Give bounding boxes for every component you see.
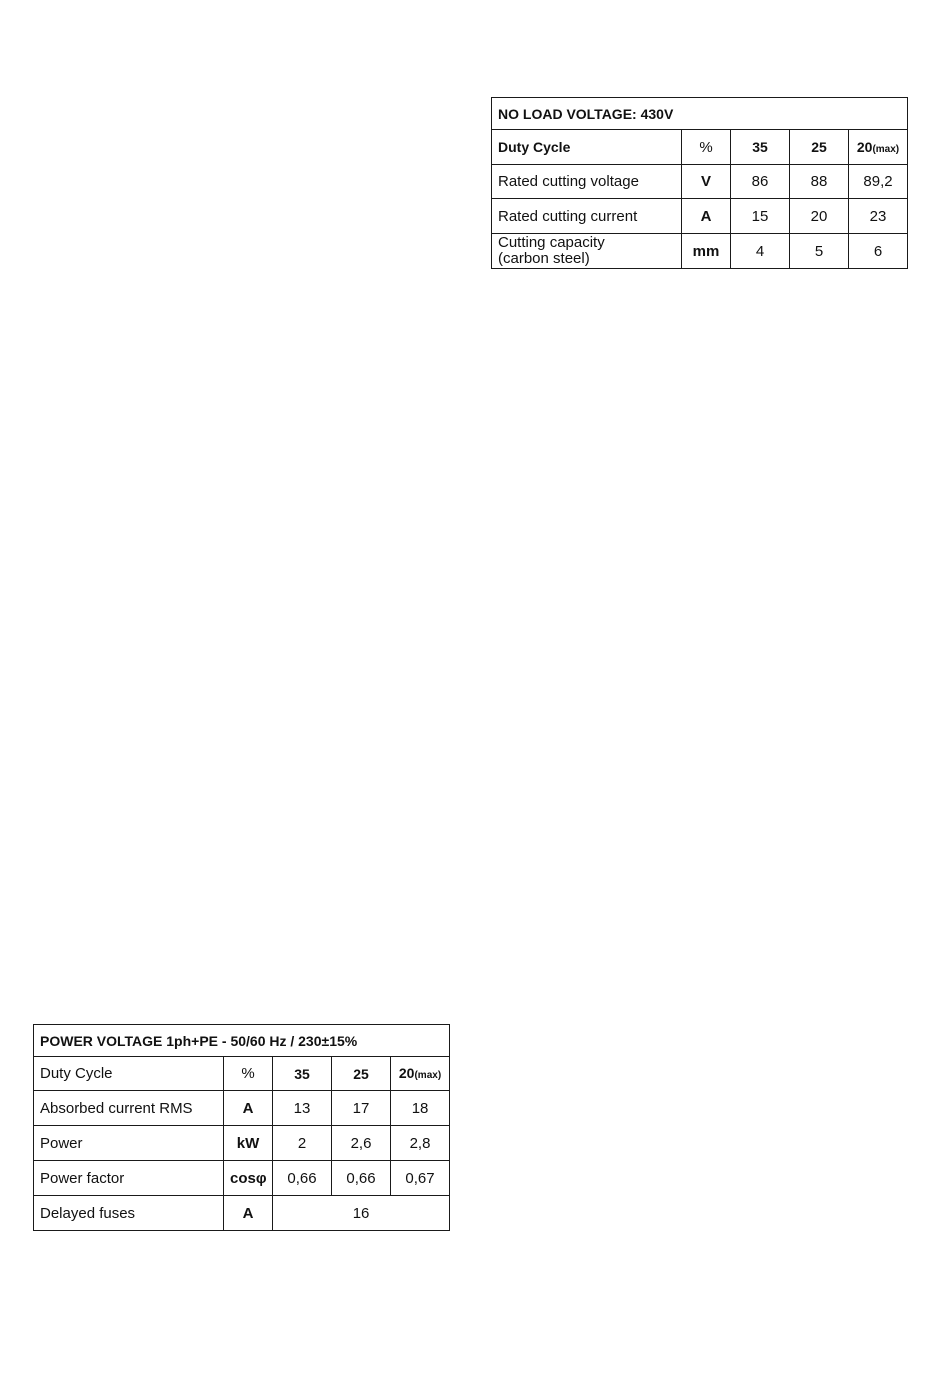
unit-cell: A [682,199,731,234]
table-row [492,234,908,269]
row-label: Rated cutting voltage [492,165,682,199]
duty-20: 20 [856,138,873,155]
table-row [34,1091,450,1126]
table-header-row [492,130,908,165]
value-cell: 15 [731,199,790,234]
row-label: Rated cutting current [492,199,682,234]
max-suffix: (max) [872,143,900,155]
max-suffix: (max) [414,1070,442,1081]
value-cell: 23 [849,199,908,234]
value-cell: 2,6 [332,1126,391,1161]
table-row [34,1126,450,1161]
table-row [492,199,908,234]
unit-cell: A [224,1091,273,1126]
power-voltage-table [33,1024,450,1231]
value-cell: 2,8 [391,1126,450,1161]
table-title: POWER VOLTAGE 1ph+PE - 50/60 Hz / 230±15% [34,1025,450,1057]
row-label: Duty Cycle [492,130,682,165]
table-title: NO LOAD VOLTAGE: 430V [492,98,908,130]
value-cell: 0,66 [332,1161,391,1196]
unit-cell: cosφ [224,1161,273,1196]
unit-cell: kW [224,1126,273,1161]
value-cell: 0,66 [273,1161,332,1196]
value-cell: 16 [273,1196,450,1231]
value-cell: 20 [790,199,849,234]
value-cell: 18 [391,1091,450,1126]
table-row [34,1196,450,1231]
row-label: Delayed fuses [34,1196,224,1231]
table-row [492,165,908,199]
no-load-voltage-table [491,97,908,269]
row-label [492,234,682,269]
unit-cell: A [224,1196,273,1231]
value-cell: 89,2 [849,165,908,199]
duty-20-max [391,1057,450,1091]
duty-25: 25 [332,1057,391,1091]
value-cell: 86 [731,165,790,199]
duty-20: 20 [398,1065,415,1081]
table-header-row [34,1057,450,1091]
unit-cell: V [682,165,731,199]
duty-25: 25 [790,130,849,165]
table-row [34,1161,450,1196]
row-label: Duty Cycle [34,1057,224,1091]
unit-cell: mm [682,234,731,269]
value-cell: 88 [790,165,849,199]
duty-35: 35 [273,1057,332,1091]
value-cell: 5 [790,234,849,269]
row-label: Absorbed current RMS [34,1091,224,1126]
value-cell: 17 [332,1091,391,1126]
value-cell: 13 [273,1091,332,1126]
value-cell: 4 [731,234,790,269]
label-line-2: (carbon steel) [498,250,590,267]
label-line-1: Cutting capacity [498,234,605,251]
duty-20-max [849,130,908,165]
duty-35: 35 [731,130,790,165]
unit-cell: % [224,1057,273,1091]
value-cell: 0,67 [391,1161,450,1196]
value-cell: 2 [273,1126,332,1161]
row-label: Power [34,1126,224,1161]
unit-cell: % [682,130,731,165]
row-label: Power factor [34,1161,224,1196]
value-cell: 6 [849,234,908,269]
